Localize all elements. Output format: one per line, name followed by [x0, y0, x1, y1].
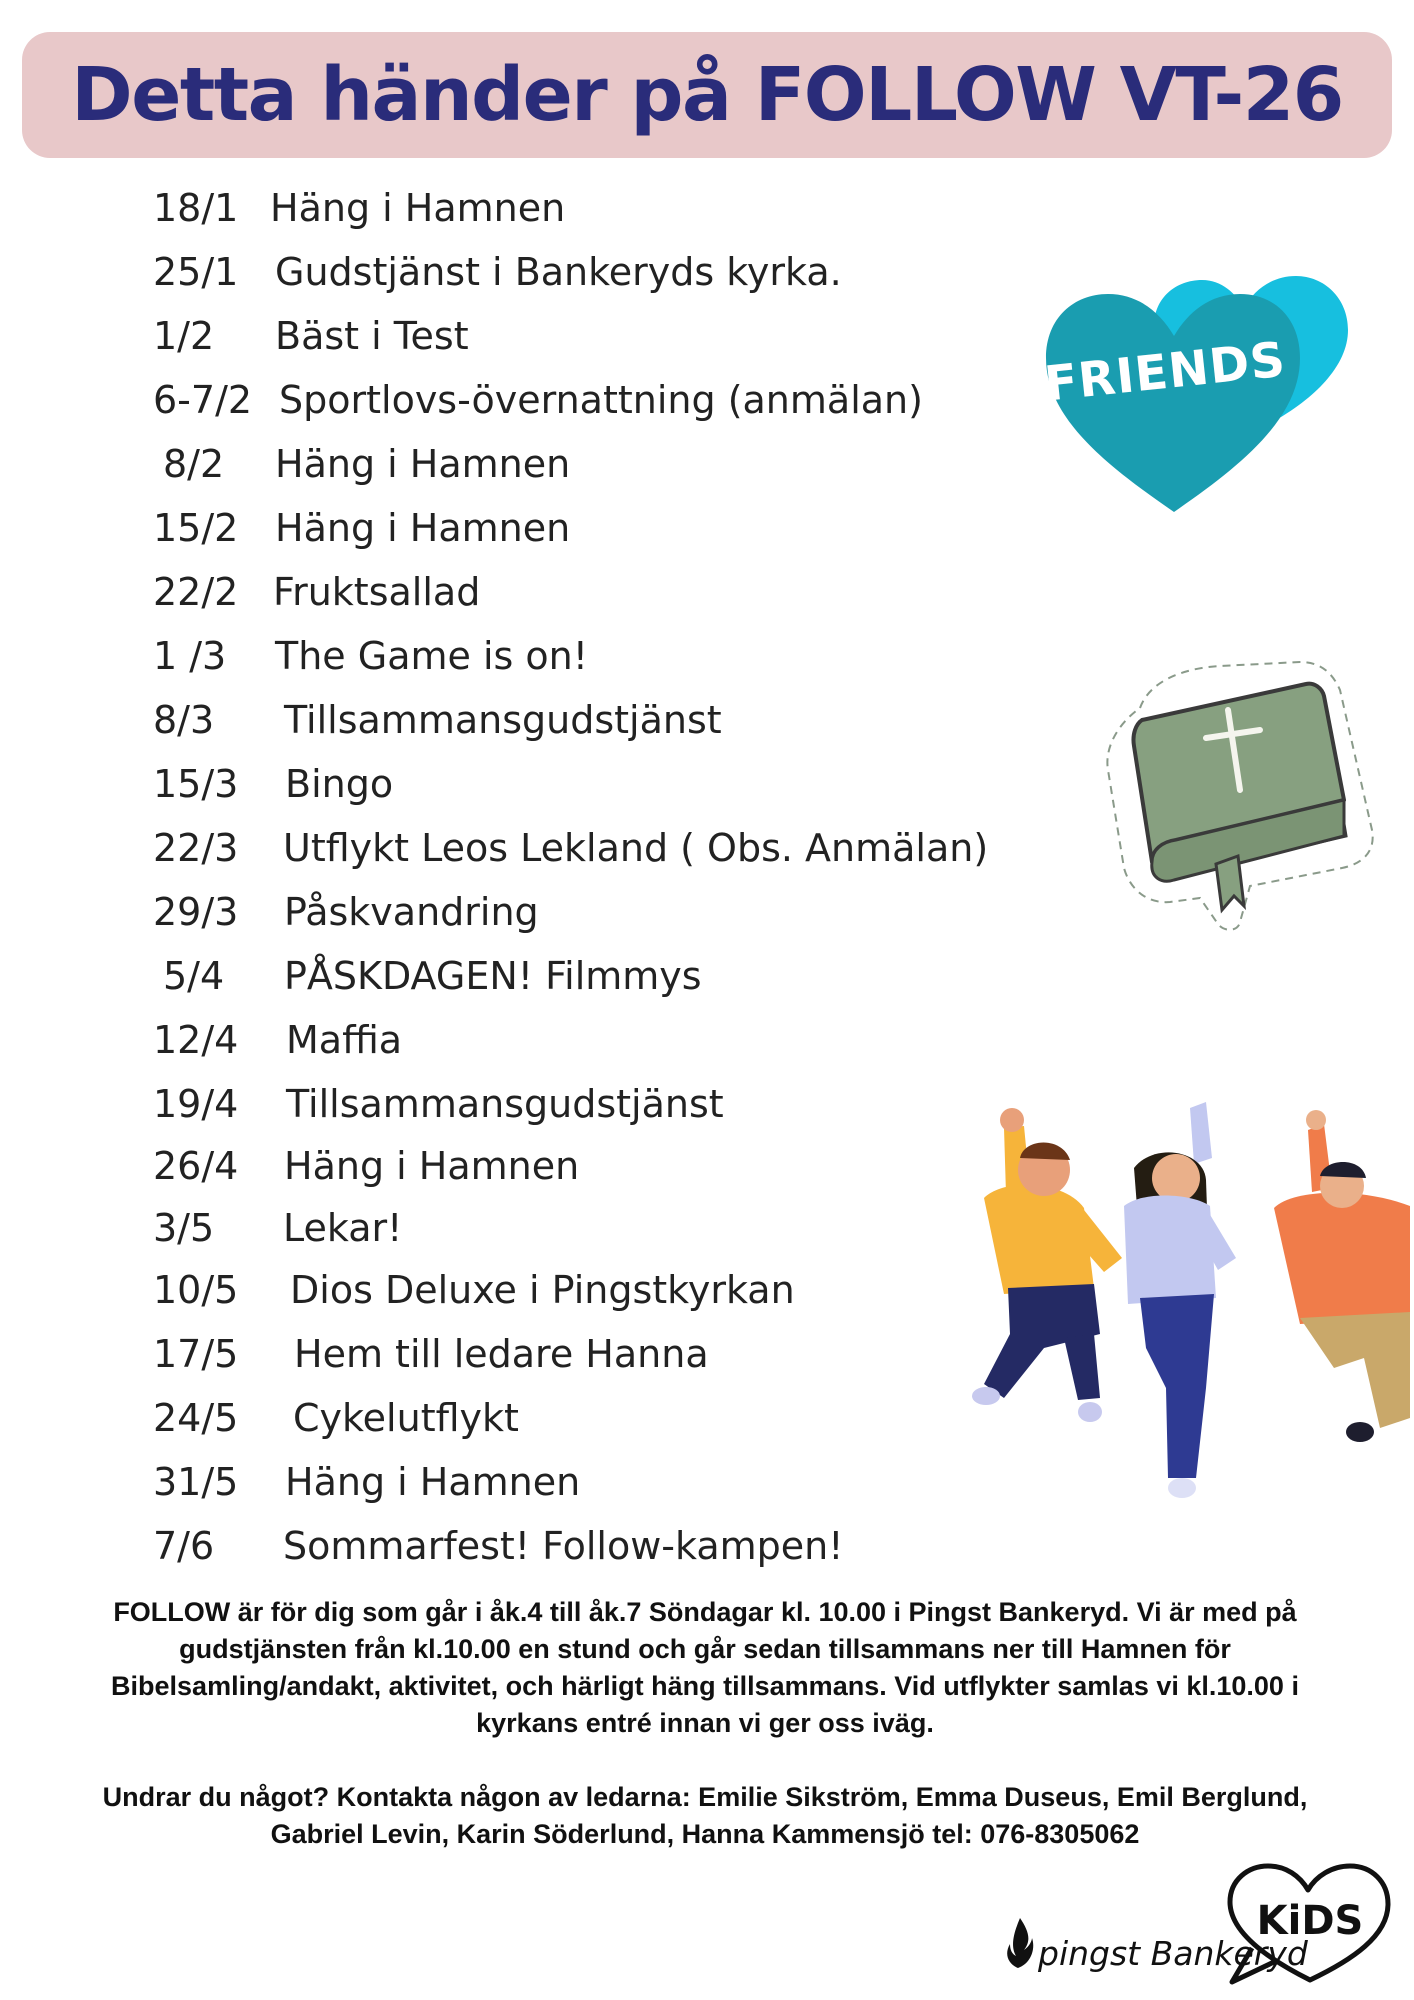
program-info: FOLLOW är för dig som går i åk.4 till åk.7 Söndagar kl. 10.00 i Pingst Bankeryd. Vi är med på gudstjänsten från kl.10.00 en stund och går sedan tillsammans ner till Hamnen för Bibelsamling/andakt, aktivitet, och härligt häng tillsammans. Vid utflykter samlas vi kl.10.00 i kyrkans entré innan vi ger oss iväg. — [111, 1597, 1299, 1738]
event-title: Dios Deluxe i Pingstkyrkan — [290, 1268, 795, 1312]
friends-hearts-sticker — [1036, 250, 1366, 522]
event-date: 15/2 — [153, 506, 239, 550]
event-title: Tillsammansgudstjänst — [286, 1082, 724, 1126]
event-date: 24/5 — [153, 1396, 239, 1440]
event-title: Bäst i Test — [275, 314, 469, 358]
bible-sticker — [1100, 650, 1380, 935]
event-date: 10/5 — [153, 1268, 239, 1312]
event-title: PÅSKDAGEN! Filmmys — [284, 954, 702, 998]
kid-left — [972, 1108, 1122, 1422]
event-date: 25/1 — [153, 250, 239, 294]
logo-text: pingst Bankeryd — [1038, 1934, 1308, 1973]
friends-sticker-text: FRIENDS — [1041, 331, 1289, 413]
event-title: Påskvandring — [284, 890, 539, 934]
event-title: Häng i Hamnen — [285, 1460, 581, 1504]
footer-text — [60, 1594, 1350, 1853]
event-title: The Game is on! — [275, 634, 588, 678]
event-date: 12/4 — [153, 1018, 239, 1062]
event-date: 26/4 — [153, 1144, 239, 1188]
event-title: Häng i Hamnen — [284, 1144, 580, 1188]
event-title: Sommarfest! Follow-kampen! — [283, 1524, 844, 1568]
page-title: Detta händer på FOLLOW VT-26 — [71, 52, 1343, 138]
event-title: Gudstjänst i Bankeryds kyrka. — [275, 250, 842, 294]
event-date: 8/2 — [163, 442, 225, 486]
event-date: 17/5 — [153, 1332, 239, 1376]
event-title: Maffia — [286, 1018, 403, 1062]
kid-right — [1274, 1110, 1410, 1442]
event-date: 8/3 — [153, 698, 215, 742]
event-date: 15/3 — [153, 762, 239, 806]
event-date: 1 /3 — [153, 634, 227, 678]
event-date: 22/2 — [153, 570, 239, 614]
jumping-kids-illustration — [944, 1098, 1410, 1530]
contact-info: Undrar du något? Kontakta någon av ledarna: Emilie Sikström, Emma Duseus, Emil Berglund, Gabriel Levin, Karin Söderlund, Hanna Kammensjö tel: 076-8305062 — [102, 1782, 1308, 1849]
event-title: Utflykt Leos Lekland ( Obs. Anmälan) — [283, 826, 989, 870]
kid-middle — [1124, 1102, 1236, 1498]
event-date: 1/2 — [153, 314, 215, 358]
event-date: 18/1 — [153, 186, 239, 230]
bookmark — [1216, 856, 1244, 910]
event-date: 3/5 — [153, 1206, 215, 1250]
event-date: 29/3 — [153, 890, 239, 934]
event-date: 5/4 — [163, 954, 225, 998]
event-title: Cykelutflykt — [293, 1396, 519, 1440]
event-title: Häng i Hamnen — [270, 186, 566, 230]
event-date: 7/6 — [153, 1524, 215, 1568]
event-title: Tillsammansgudstjänst — [284, 698, 722, 742]
event-title: Häng i Hamnen — [275, 442, 571, 486]
event-title: Häng i Hamnen — [275, 506, 571, 550]
event-title: Fruktsallad — [273, 570, 481, 614]
event-date: 22/3 — [153, 826, 239, 870]
kids-badge — [1222, 1856, 1394, 1996]
title-banner — [22, 32, 1392, 158]
flame-logo-icon — [1002, 1916, 1036, 1970]
event-date: 19/4 — [153, 1082, 239, 1126]
event-title: Bingo — [285, 762, 394, 806]
event-date: 31/5 — [153, 1460, 239, 1504]
event-title: Sportlovs-övernattning (anmälan) — [279, 378, 923, 422]
event-date: 6-7/2 — [153, 378, 253, 422]
kids-badge-text: KiDS — [1256, 1898, 1364, 1944]
event-title: Hem till ledare Hanna — [294, 1332, 709, 1376]
event-title: Lekar! — [283, 1206, 403, 1250]
